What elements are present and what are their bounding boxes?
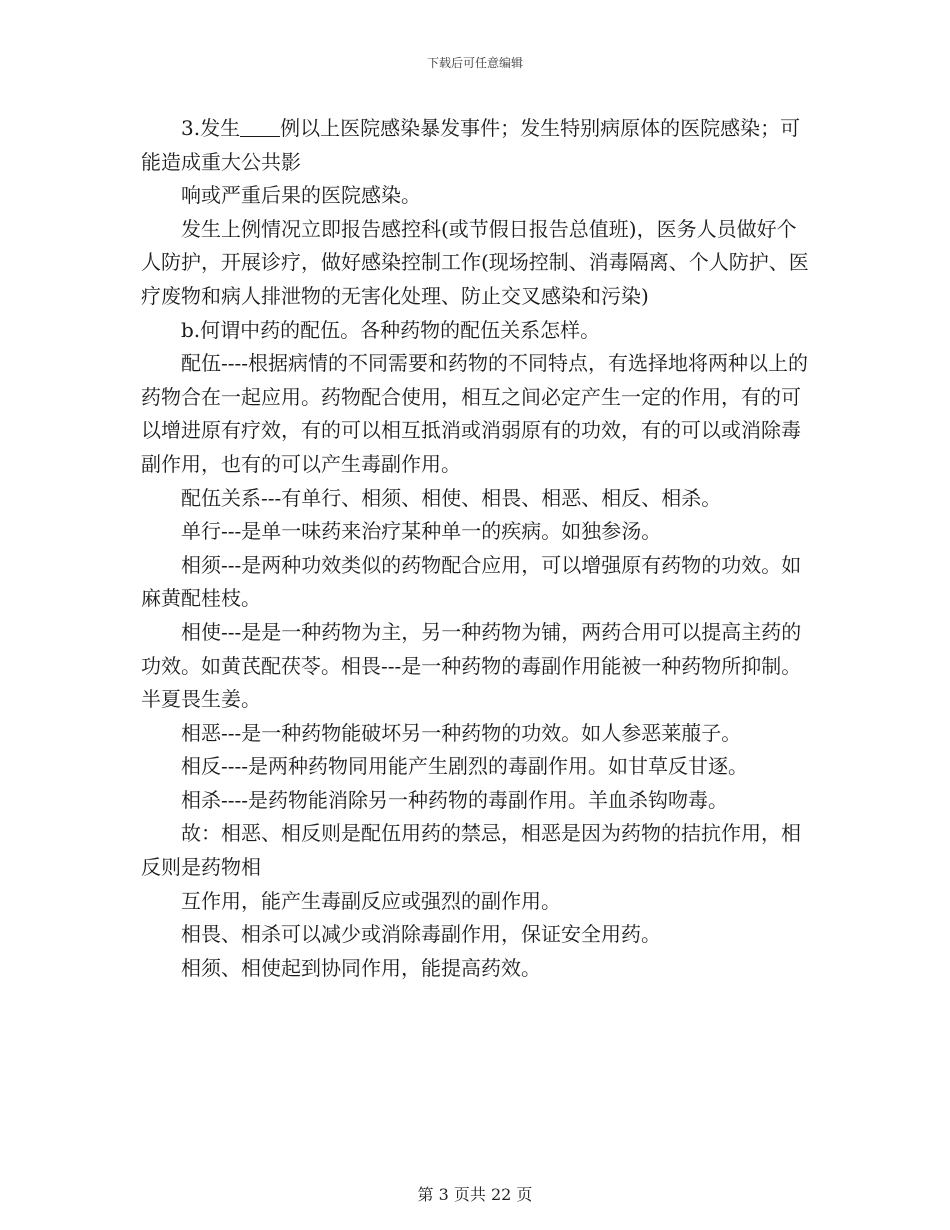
document-body [141,112,811,985]
report-paragraph: 发生上例情况立即报告感控科(或节假日报告总值班)，医务人员做好个人防护，开展诊疗，做好感染控制工作(现场控制、消毒隔离、个人防护、医疗废物和病人排泄物的无害化处理、防止交叉感染和污染) [141,216,809,308]
page-footer: 第 3 页共 22 页 [417,1185,533,1204]
xiangshi-paragraph: 相使---是是一种药物为主，另一种药物为铺，两药合用可以提高主药的功效。如黄芪配茯苓。相畏---是一种药物的毒副作用能被一种药物所抑制。半夏畏生姜。 [141,619,802,712]
xiangxu-paragraph: 相须---是两种功效类似的药物配合应用，可以增强原有药物的功效。如麻黄配桂枝。 [141,552,802,611]
page-header-note: 下载后可任意编辑 [426,56,523,70]
xiangfan-paragraph: 相反----是两种药物同用能产生剧烈的毒副作用。如甘草反甘逐。 [181,754,749,779]
fill-in-blank [240,116,280,137]
conclusion-paragraph-4: 相须、相使起到协同作用，能提高药效。 [181,955,541,980]
item-3-continuation: 响或严重后果的医院感染。 [181,183,421,208]
peiwu-definition: 配伍----根据病情的不同需要和药物的不同特点，有选择地将两种以上的药物合在一起应用。药物配合使用，相互之间必定产生一定的作用，有的可以增进原有疗效，有的可以相互抵消或消弱原有的功效，有的可以或消除毒副作用，也有的可以产生毒副作用。 [141,351,809,476]
item-3-text: 例以上医院感染暴发事件；发生特别病原体的医院感 [280,116,741,140]
item-3-text-cont: 染；可能造成重大公共影 [141,116,801,174]
danxing-paragraph: 单行---是单一味药来治疗某种单一的疾病。如独参汤。 [181,519,662,544]
peiwu-relations: 配伍关系---有单行、相须、相使、相畏、相恶、相反、相杀。 [181,485,722,510]
item-3-prefix: 3.发生 [181,116,241,140]
conclusion-paragraph-2: 互作用，能产生毒副反应或强烈的副作用。 [181,888,561,913]
item-3-paragraph [141,112,811,179]
question-b: b.何谓中药的配伍。各种药物的配伍关系怎样。 [181,317,601,342]
xiangwu-paragraph: 相恶---是一种药物能破坏另一种药物的功效。如人参恶莱菔子。 [181,720,742,745]
conclusion-paragraph-3: 相畏、相杀可以减少或消除毒副作用，保证安全用药。 [181,922,661,947]
xiangsha-paragraph: 相杀----是药物能消除另一种药物的毒副作用。羊血杀钩吻毒。 [181,787,729,812]
conclusion-paragraph-1: 故：相恶、相反则是配伍用药的禁忌，相恶是因为药物的拮抗作用，相反则是药物相 [141,821,801,880]
